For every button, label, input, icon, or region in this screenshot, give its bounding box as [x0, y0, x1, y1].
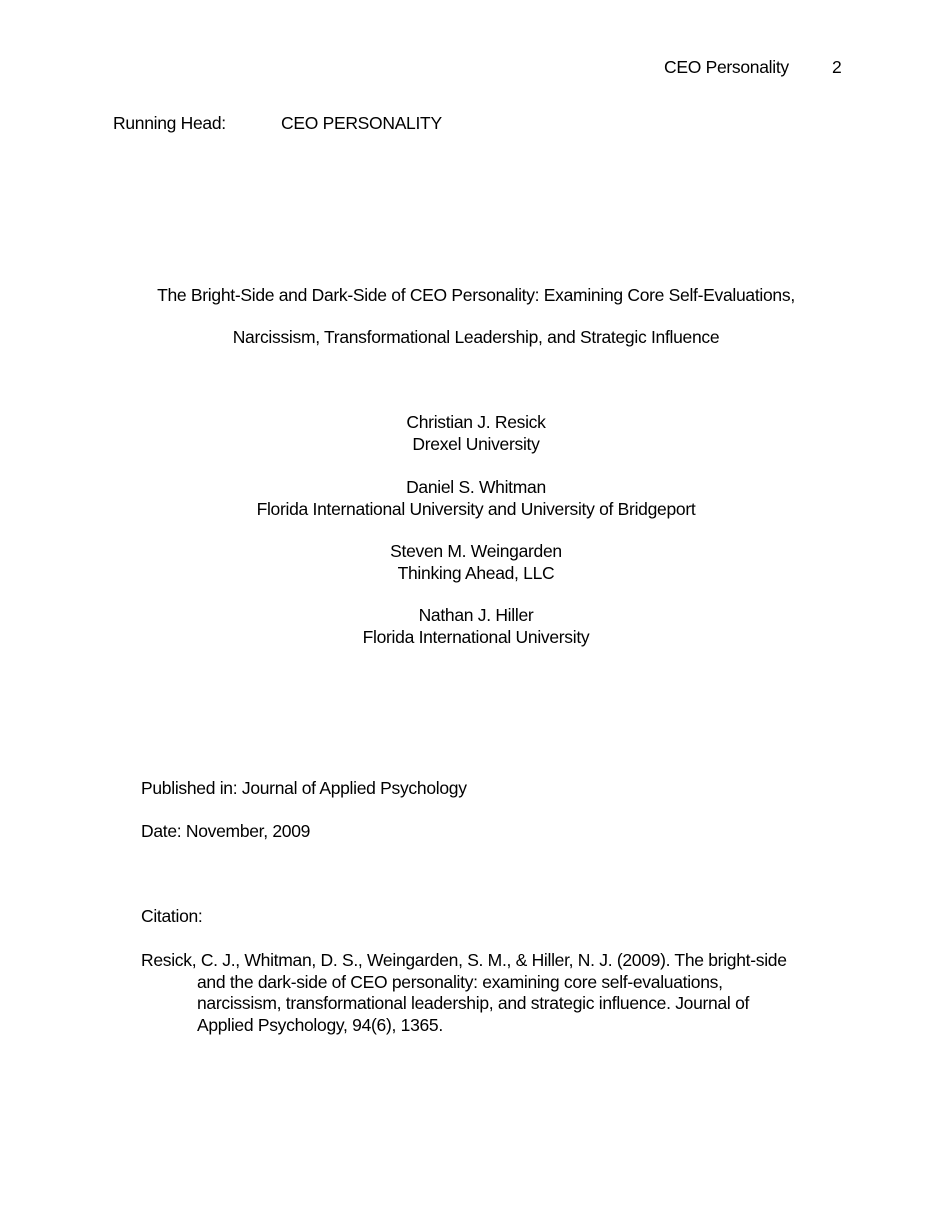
publication-date: Date: November, 2009: [141, 821, 311, 841]
citation-line: and the dark-side of CEO personality: examining core self-evaluations,: [197, 971, 723, 992]
page-number: 2: [832, 57, 842, 77]
author-name: Daniel S. Whitman: [406, 477, 546, 497]
author-block: [0, 605, 952, 648]
citation-text: [141, 950, 821, 1036]
running-head-label: Running Head:: [113, 113, 226, 133]
paper-title-line-1: The Bright-Side and Dark-Side of CEO Personality: Examining Core Self-Evaluations,: [157, 285, 795, 305]
author-block: [0, 541, 952, 584]
citation-line: narcissism, transformational leadership, and strategic influence. Journal of: [197, 993, 750, 1013]
author-name: Nathan J. Hiller: [418, 605, 534, 625]
author-block: [0, 477, 952, 520]
header-short-title: CEO Personality: [664, 57, 789, 77]
published-in: Published in: Journal of Applied Psychology: [141, 778, 467, 798]
citation-line: Applied Psychology, 94(6), 1365.: [197, 1014, 443, 1035]
author-affiliation: Florida International University and University of Bridgeport: [256, 498, 696, 519]
author-block: [0, 412, 952, 455]
author-name: Steven M. Weingarden: [390, 541, 562, 561]
paper-title-line-2: Narcissism, Transformational Leadership, and Strategic Influence: [232, 327, 720, 347]
citation-line: Resick, C. J., Whitman, D. S., Weingarden, S. M., & Hiller, N. J. (2009). The bright-side: [141, 950, 787, 970]
running-head-value: CEO PERSONALITY: [281, 113, 442, 133]
citation-label: Citation:: [141, 906, 203, 926]
author-affiliation: Florida International University: [362, 626, 590, 647]
author-affiliation: Drexel University: [412, 433, 540, 454]
author-name: Christian J. Resick: [406, 412, 546, 432]
author-affiliation: Thinking Ahead, LLC: [397, 562, 555, 583]
